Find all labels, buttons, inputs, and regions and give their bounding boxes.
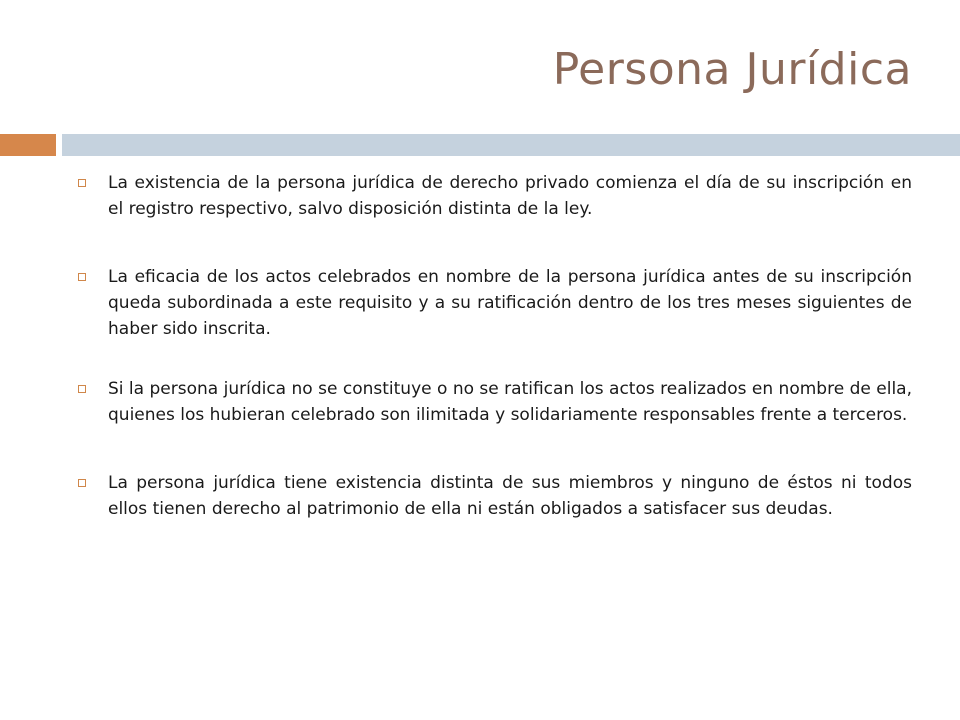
bullet-list (74, 170, 912, 522)
bullet-text: La persona jurídica tiene existencia distinta de sus miembros y ninguno de éstos ni todos ellos tienen derecho al patrimonio de ella ni están obligados a satisfacer sus deudas. (108, 473, 912, 519)
title-accent-bar-blue (62, 134, 960, 156)
bullet-item (74, 170, 912, 222)
slide-title: Persona Jurídica (552, 44, 912, 95)
bullet-text: La existencia de la persona jurídica de derecho privado comienza el día de su inscripción en el registro respectivo, salvo disposición distinta de la ley. (108, 173, 912, 219)
square-bullet-icon (78, 179, 86, 187)
bullet-item (74, 376, 912, 428)
square-bullet-icon (78, 273, 86, 281)
bullet-item (74, 264, 912, 342)
bullet-text: La eficacia de los actos celebrados en nombre de la persona jurídica antes de su inscripción queda subordinada a este requisito y a su ratificación dentro de los tres meses siguientes de haber sido inscrita. (108, 267, 912, 339)
square-bullet-icon (78, 479, 86, 487)
square-bullet-icon (78, 385, 86, 393)
bullet-text: Si la persona jurídica no se constituye o no se ratifican los actos realizados en nombre de ella, quienes los hubieran celebrado son ilimitada y solidariamente responsables frente a terceros. (108, 379, 912, 425)
title-accent-bar-orange (0, 134, 56, 156)
bullet-item (74, 470, 912, 522)
